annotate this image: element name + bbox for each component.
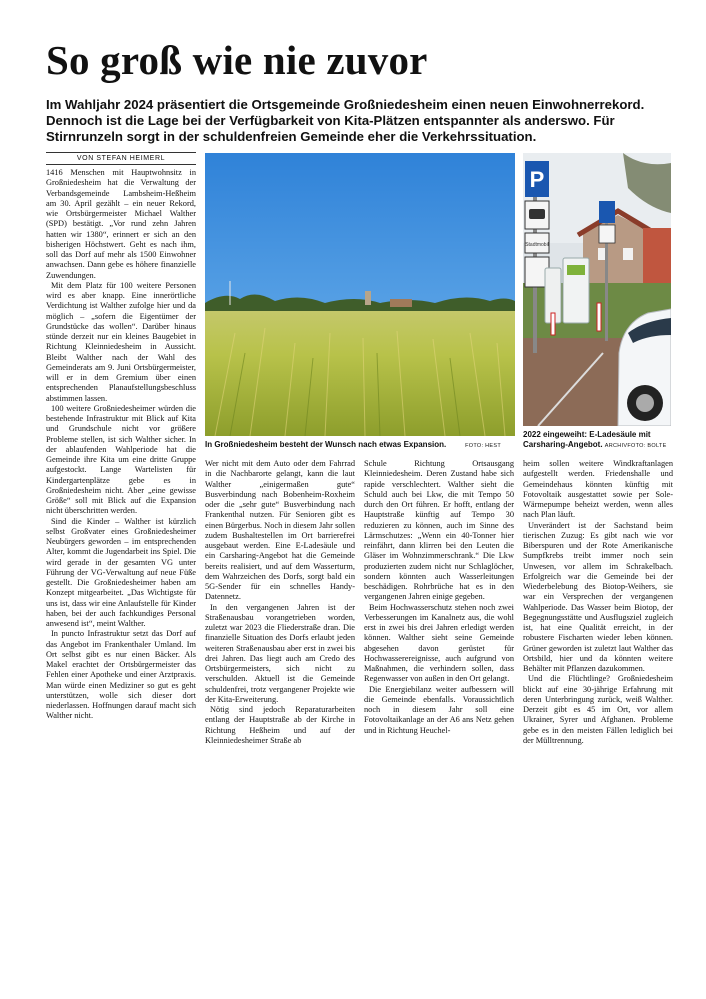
- paragraph: In puncto Infrastruktur setzt das Dorf auf das Angebot im Frankenthaler Umland. Im Ort selbst gibt es nur einen Bäcker. Als Makel erachtet der Ortsbürgermeister das Fehlen einer Apotheke und einer Arztpraxis. Man würde einen Mediziner so gut es geht unterstützen, wolle sich dieser dort niederlassen. Hoffnungen darauf macht sich Walther nicht.: [46, 629, 196, 721]
- carsharing-sign: Stadtmobil: [525, 242, 549, 248]
- article-column-3: [364, 459, 514, 769]
- photo-field: [205, 153, 515, 436]
- paragraph: Beim Hochwasserschutz stehen noch zwei Verbesserungen im Kanalnetz aus, die wohl erst in zwei bis drei Jahren erledigt werden können. Walther sieht seine Gemeinde abgesehen davon gerüstet für Hochwasserereignisse, auch aufgrund von Maßnahmen, die verhindern sollen, dass Regenwasser von außen in den Ort gelangt.: [364, 602, 514, 684]
- photo-caption-field: [205, 440, 515, 450]
- parking-sign: P: [529, 167, 545, 192]
- caption-text: In Großniedesheim besteht der Wunsch nach etwas Expansion.: [205, 440, 447, 449]
- article-column-4: [523, 459, 673, 799]
- article-column-1: [46, 168, 196, 768]
- article-column-2: [205, 459, 355, 769]
- photo-charging-station: [523, 153, 671, 426]
- paragraph: Wer nicht mit dem Auto oder dem Fahrrad in die Nachbarorte gelangt, kann die laut Walther „einigermaßen gute“ Busverbindung nach Bobenheim-Roxheim oder die „sehr gute“ Busverbindung nach Frankenthal nutzen. Für Senioren gibt es einen Bürgerbus. Noch in diesem Jahr sollen zudem Bushaltestellen im Ort barrierefrei ausgebaut werden. Eine E-Ladesäule und ein Carsharing-Angebot hat die Gemeinde bereits realisiert, und auf dem Wasserturm, dem Wahrzeichen des Dorfs, sorgt bald ein 5G-Sender für ein schnelles Handy-Datennetz.: [205, 459, 355, 602]
- photo-caption-charging: [523, 430, 673, 451]
- paragraph: Und die Flüchtlinge? Großniedesheim blickt auf eine 30-jährige Erfahrung mit deren Unterbringung zurück, weiß Walther. Derzeit gibt es 45 im Ort, vor allem Ukrainer, Syrer und Afghanen. Probleme gebe es in den meisten Fällen lediglich bei der Mülltrennung.: [523, 674, 673, 745]
- paragraph: 100 weitere Großniedesheimer würden die bestehende Infrastruktur mit Blick auf Kita und Grundschule nicht vor größere Probleme stellen, ist sich Walther sicher. In der ablaufenden Wahlperiode hat die Gemeinde ihre Kita um eine dritte Gruppe aufgestockt. Lange Wartelisten für Kindergartenplätze gebe es in Großniedesheim nicht. Aber „eine gewisse Größe“ soll mit Blick auf die Expansion nicht überschritten werden.: [46, 403, 196, 516]
- photo-credit: FOTO: HEST: [465, 443, 501, 449]
- paragraph: Mit dem Platz für 100 weitere Personen wird es aber knapp. Eine innerörtliche Verdichtung ist Walther zufolge hier und da möglich – „sofern die Eigentümer der Grundstücke das wollen“. Darüber hinaus stünde derzeit nur ein kleines Baugebiet in Richtung Kleinniedesheim in Aussicht. Bleibt Walther nach der Wahl des Gemeinderats am 9. Juni Ortsbürgermeister, will er in dem Gremium über einen entsprechenden Planaufstellungsbeschluss abstimmen lassen.: [46, 280, 196, 403]
- byline: VON STEFAN HEIMERL: [46, 152, 196, 165]
- paragraph: Schule Richtung Ortsausgang Kleinniedesheim. Deren Zustand habe sich rapide verschlechtert. Walther sieht die Schuld auch bei Lkw, die mit Tempo 50 durch den Ort führen. Er hofft, entlang der Hauptstraße künftig auf Tempo 30 reduzieren zu können, auch im Sinne des Lärmschutzes: „Wenn ein 40-Tonner hier reinfährt, dann klirren bei den Leuten die Gläser im Wohnzimmerschrank.“ Die Lkw produzierten zudem nicht nur Schlaglöcher, sondern könnten auch Wasserleitungen beschädigen. Rohrbrüche hat es in den vergangenen Jahren einige gegeben.: [364, 459, 514, 602]
- paragraph: 1416 Menschen mit Hauptwohnsitz in Großniedesheim hat die Verwaltung der Verbandsgemeinde Lambsheim-Heßheim am 30. April gezählt – ein neuer Rekord, wie Ortsbürgermeister Michael Walther (SPD) bestätigt. „Vor rund zehn Jahren hatten wir 1380“, erinnert er sich an den bisherigen Höchstwert. Geht es nach ihm, soll das Dorf auf mehr als 1500 Einwohner anwachsen. Dann gebe es höhere finanzielle Zuwendungen.: [46, 168, 196, 280]
- paragraph: Unverändert ist der Sachstand beim tierischen Zuzug: Es gibt nach wie vor Biberspuren und der Rote Amerikanische Sumpfkrebs treibt immer noch sein Unwesen, vor allem im Schrakelbach. Erfolgreich war die Gemeinde bei der Wiederbelebung des Biotop-Weihers, sie war ein Versprechen der vergangenen Wahlperiode. Das Wasser beim Biotop, der Begegnungsstätte und Ausflugsziel zugleich ist, hat eine Qualität erreicht, in der robustere Fischarten wieder leben können. Grüner geworden ist zuletzt laut Walther das Ortsbild, hier und da könnten weitere Behälter mit Pflanzen dazukommen.: [523, 520, 673, 673]
- paragraph: In den vergangenen Jahren ist der Straßenausbau vorangetrieben worden, zuletzt war 2023 die Fliederstraße dran. Die finanzielle Situation des Dorfs erlaubt jeden weiteren Straßenausbau aber erst in zwei bis drei Jahren. Das liegt auch am Credo des Ortsbürgermeisters, sich nicht zu verschulden. Aktuell ist die Gemeinde schuldenfrei, trotz vergangener Projekte wie der Kita-Erweiterung.: [205, 602, 355, 704]
- paragraph: Sind die Kinder – Walther ist kürzlich selbst Großvater eines Großniedesheimer Neubürgers geworden – im entsprechenden Alter, kommt die Jugendarbeit ins Spiel. Die wird gerade in der gesamten VG unter Führung der VG-Verwaltung auf neue Füße gestellt. Die Großniedesheimer haben am Konzept mitgearbeitet. „Das Wichtigste für uns ist, dass wir eine Anlaufstelle für Kinder haben, bei der auch fachkundiges Personal anwesend ist“, meint Walther.: [46, 516, 196, 628]
- caption-text: 2022 eingeweiht: E-Ladesäule mit Carsharing-Angebot.: [523, 430, 651, 449]
- headline: So groß wie nie zuvor: [46, 37, 428, 83]
- paragraph: Nötig sind jedoch Reparaturarbeiten entlang der Hauptstraße ab der Kirche in Richtung Heßheim und auf der Kleinniedesheimer Straße ab: [205, 705, 355, 745]
- paragraph: heim sollen weitere Windkraftanlagen aufgestellt werden. Friedenshalle und Gemeindehaus könnten künftig mit Fotovoltaik ausgestattet sowie per Sole-Wärmepumpe beheizt werden, wenn alles nach Plan läuft.: [523, 459, 673, 520]
- paragraph: Die Energiebilanz weiter aufbessern will die Gemeinde ebenfalls. Voraussichtlich noch in diesem Jahr soll eine Fotovoltaikanlage an der A6 ans Netz gehen und in Richtung Heuchel-: [364, 684, 514, 735]
- lead-paragraph: Im Wahljahr 2024 präsentiert die Ortsgemeinde Großniedesheim einen neuen Einwohnerrekord. Dennoch ist die Lage bei der Verfügbarkeit von Kita-Plätzen entspannter als anderswo. Für Stirnrunzeln sorgt in der schuldenfreien Gemeinde eher die Verkehrssituation.: [46, 97, 645, 144]
- photo-credit: ARCHIVFOTO: BOLTE: [604, 443, 667, 449]
